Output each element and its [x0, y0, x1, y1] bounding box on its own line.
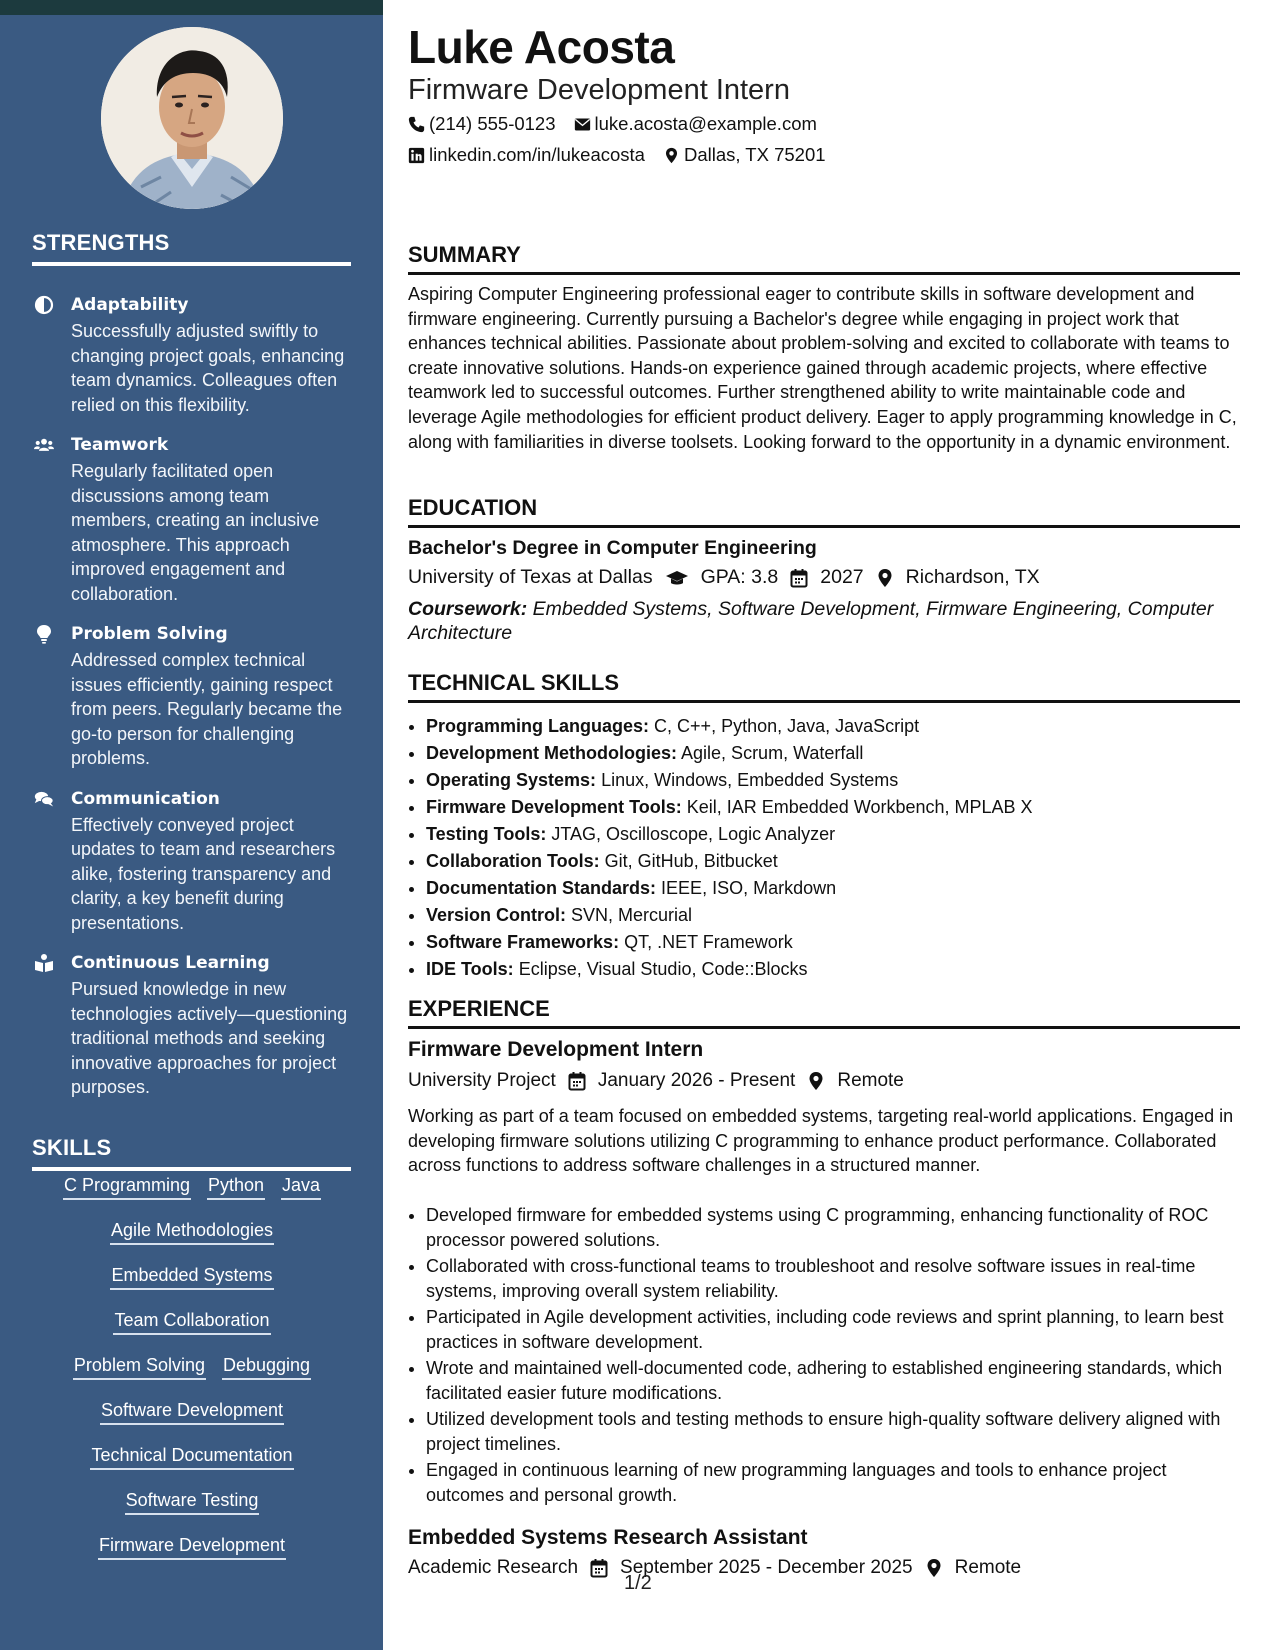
list-item	[426, 902, 1246, 929]
list-item	[426, 740, 1246, 767]
list-item	[426, 713, 1246, 740]
skills-heading: SKILLS	[32, 1135, 351, 1171]
skill-values: C, C++, Python, Java, JavaScript	[654, 716, 920, 736]
gpa-text: GPA: 3.8	[700, 566, 779, 588]
sidebar-top-bar	[0, 0, 383, 15]
calendar-icon	[789, 568, 809, 588]
list-item	[426, 875, 1246, 902]
education-meta	[408, 566, 1040, 589]
linkedin-icon	[408, 147, 425, 164]
job-meta	[408, 1070, 904, 1092]
strength-title: Continuous Learning	[71, 953, 270, 973]
job-dates: January 2026 - Present	[597, 1070, 796, 1091]
candidate-role: Firmware Development Intern	[408, 74, 790, 106]
job-org: University Project	[408, 1070, 556, 1091]
strength-item	[32, 623, 352, 771]
job-dates: September 2025 - December 2025	[620, 1557, 913, 1578]
strength-title: Problem Solving	[71, 624, 228, 644]
skill-values: Keil, IAR Embedded Workbench, MPLAB X	[686, 797, 1033, 817]
technical-skills-heading: TECHNICAL SKILLS	[408, 670, 1240, 703]
skill-category: Operating Systems:	[426, 770, 597, 790]
skill-category: IDE Tools:	[426, 959, 514, 979]
education-location: Richardson, TX	[905, 566, 1040, 588]
skill-values: Agile, Scrum, Waterfall	[681, 743, 864, 763]
skill-tag: Embedded Systems	[110, 1262, 273, 1290]
chat-bubbles-icon	[34, 789, 54, 809]
job-meta	[408, 1557, 1021, 1579]
job-location: Remote	[954, 1557, 1022, 1578]
skill-values: Git, GitHub, Bitbucket	[604, 851, 778, 871]
education-heading: EDUCATION	[408, 495, 1240, 528]
skills-list	[32, 1172, 352, 1577]
skill-tag: Python	[207, 1172, 265, 1200]
phone-contact	[408, 113, 556, 135]
technical-skills-list	[408, 713, 1246, 983]
summary-text: Aspiring Computer Engineering professional eager to contribute skills in software development and firmware engineering. Currently pursuing a Bachelor's degree while engaging in project work that enhances technical abilities. Passionate about problem-solving and excited to collaborate with teams to create innovative solutions. Hands-on experience gained through academic projects, where effective teamwork led to successful outcomes. Further strengthened ability to write maintainable code and leverage Agile methodologies for efficient product delivery. Eager to apply programming knowledge in C, along with familiarities in diverse toolsets. Looking forward to the opportunity in a dynamic environment.	[408, 284, 1237, 452]
skill-values: Linux, Windows, Embedded Systems	[601, 770, 899, 790]
skill-tag: Agile Methodologies	[110, 1217, 274, 1245]
list-item	[426, 767, 1246, 794]
location-contact	[663, 144, 826, 166]
coursework-label: Coursework:	[408, 598, 528, 620]
email-link[interactable]: luke.acosta@example.com	[594, 113, 817, 134]
skill-category: Collaboration Tools:	[426, 851, 600, 871]
sidebar	[0, 0, 383, 1650]
coursework	[408, 597, 1240, 645]
list-item: • Utilized development tools and testing methods to ensure high-quality software delivery aligned with project timelines.	[426, 1407, 1246, 1456]
strength-item	[32, 294, 352, 417]
coursework-list: Embedded Systems, Software Development, Firmware Engineering, Computer Architecture	[408, 598, 1214, 644]
strength-desc: Addressed complex technical issues efficiently, gaining respect from peers. Regularly became the go-to person for challenging problems.	[71, 650, 343, 768]
list-item	[426, 848, 1246, 875]
list-item: • Developed firmware for embedded systems using C programming, enhancing functionality of ROC processor powered solutions.	[426, 1203, 1246, 1252]
summary-heading: SUMMARY	[408, 242, 1240, 275]
skill-category: Documentation Standards:	[426, 878, 657, 898]
users-icon	[34, 435, 54, 455]
list-item: • Engaged in continuous learning of new programming languages and tools to enhance project outcomes and personal growth.	[426, 1458, 1246, 1507]
strength-desc: Pursued knowledge in new technologies actively—questioning traditional methods and seeking innovative approaches for project purposes.	[71, 979, 348, 1097]
job-bullets	[408, 1203, 1246, 1509]
list-item	[426, 956, 1246, 983]
calendar-icon	[589, 1558, 609, 1578]
linkedin-contact[interactable]	[408, 144, 645, 166]
skill-tag: Problem Solving	[73, 1352, 206, 1380]
skill-category: Testing Tools:	[426, 824, 547, 844]
strength-desc: Regularly facilitated open discussions among team members, creating an inclusive atmosphere. This approach improved engagement and collaboration.	[71, 461, 320, 604]
envelope-icon	[574, 116, 591, 133]
profile-photo	[101, 27, 283, 209]
map-pin-icon	[875, 568, 895, 588]
skill-tag: C Programming	[63, 1172, 191, 1200]
skill-tag: Java	[281, 1172, 321, 1200]
page-number: 1/2	[624, 1572, 652, 1594]
skill-category: Development Methodologies:	[426, 743, 678, 763]
skill-category: Programming Languages:	[426, 716, 650, 736]
strength-desc: Effectively conveyed project updates to team and researchers alike, fostering transparency and clarity, a key benefit during presentations.	[71, 814, 336, 933]
location-text: Dallas, TX 75201	[683, 144, 826, 165]
skill-tag: Debugging	[222, 1352, 311, 1380]
skill-values: SVN, Mercurial	[571, 905, 693, 925]
skill-category: Version Control:	[426, 905, 567, 925]
graduation-cap-icon	[664, 568, 690, 588]
skill-values: JTAG, Oscilloscope, Logic Analyzer	[551, 824, 836, 844]
map-pin-icon	[806, 1071, 826, 1091]
map-pin-icon	[663, 147, 680, 164]
strength-title: Adaptability	[71, 295, 189, 315]
skill-tag: Software Testing	[125, 1487, 260, 1515]
phone-icon	[408, 116, 425, 133]
book-reader-icon	[34, 953, 54, 973]
job-title: Firmware Development Intern	[408, 1038, 704, 1061]
list-item	[426, 929, 1246, 956]
strength-desc: Successfully adjusted swiftly to changing project goals, enhancing team dynamics. Colleagues often relied on this flexibility.	[71, 321, 345, 415]
strength-item	[32, 434, 352, 606]
calendar-icon	[567, 1071, 587, 1091]
linkedin-link[interactable]: linkedin.com/in/lukeacosta	[429, 144, 645, 165]
list-item: • Collaborated with cross-functional teams to troubleshoot and resolve software issues in real-time systems, improving overall system reliability.	[426, 1254, 1246, 1303]
job-title: Embedded Systems Research Assistant	[408, 1526, 808, 1549]
strength-title: Teamwork	[71, 435, 169, 455]
list-item: • Wrote and maintained well-documented code, adhering to established engineering standards, which facilitated easier future modifications.	[426, 1356, 1246, 1405]
school-name: University of Texas at Dallas	[408, 566, 653, 588]
skill-values: QT, .NET Framework	[624, 932, 793, 952]
strength-item	[32, 788, 352, 936]
contact-row-1	[408, 113, 817, 135]
strength-item	[32, 952, 352, 1100]
strength-title: Communication	[71, 788, 220, 809]
skill-tag: Software Development	[100, 1397, 284, 1425]
contact-row-2	[408, 144, 826, 166]
graduation-year: 2027	[820, 566, 864, 588]
lightbulb-icon	[34, 624, 54, 644]
skill-tag: Firmware Development	[98, 1532, 286, 1560]
skill-category: Firmware Development Tools:	[426, 797, 682, 817]
job-description: Working as part of a team focused on embedded systems, targeting real-world applications. Engaged in developing firmware solutions utilizing C programming to enhance product performance. Collaborated across functions to address software challenges in a structured manner.	[408, 1106, 1234, 1175]
strengths-heading: STRENGTHS	[32, 230, 351, 266]
job-org: Academic Research	[408, 1557, 579, 1578]
list-item: • Participated in Agile development activities, including code reviews and sprint planning, to learn best practices in software development.	[426, 1305, 1246, 1354]
email-contact[interactable]	[574, 113, 817, 135]
list-item	[426, 821, 1246, 848]
skill-category: Software Frameworks:	[426, 932, 620, 952]
skill-tag: Team Collaboration	[113, 1307, 270, 1335]
experience-heading: EXPERIENCE	[408, 996, 1240, 1029]
map-pin-icon	[924, 1558, 944, 1578]
skill-values: Eclipse, Visual Studio, Code::Blocks	[518, 959, 808, 979]
phone-text: (214) 555-0123	[429, 113, 556, 134]
job-location: Remote	[837, 1070, 904, 1091]
candidate-name: Luke Acosta	[408, 21, 675, 73]
strengths-list	[32, 294, 352, 1117]
skill-tag: Technical Documentation	[90, 1442, 293, 1470]
list-item	[426, 794, 1246, 821]
half-circle-icon	[34, 295, 54, 315]
skill-values: IEEE, ISO, Markdown	[661, 878, 837, 898]
degree-title: Bachelor's Degree in Computer Engineering	[408, 537, 817, 559]
